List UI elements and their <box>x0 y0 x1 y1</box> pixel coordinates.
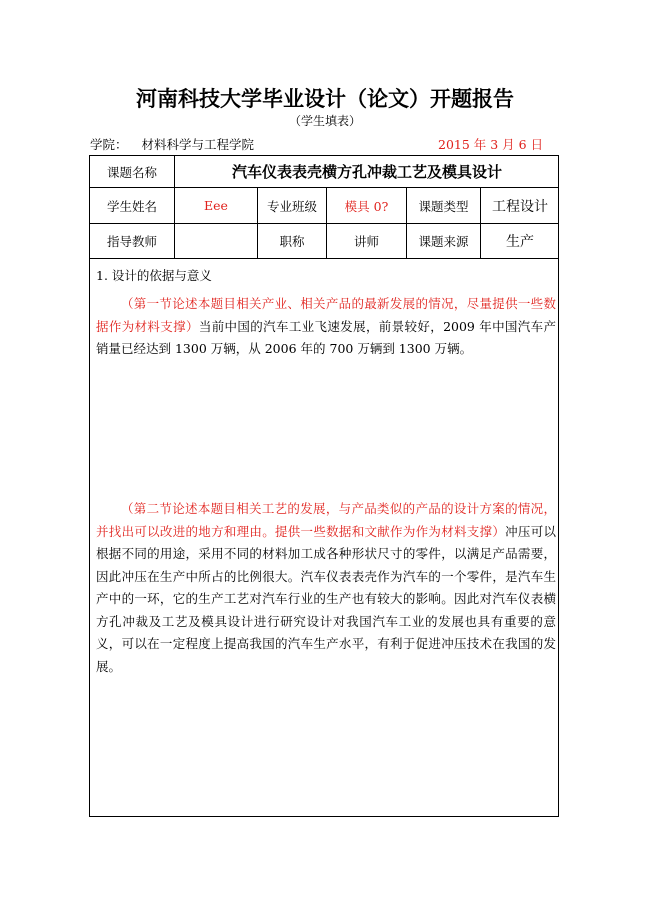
type-value: 工程设计 <box>492 198 548 215</box>
source-value: 生产 <box>506 234 534 250</box>
type-label: 课题类型 <box>418 198 469 214</box>
report-date: 2015 年 3 月 6 日 <box>438 137 544 152</box>
source-label: 课题来源 <box>418 234 469 249</box>
class-value: 模具 0? <box>344 198 389 214</box>
paragraph-1-text: 当前中国的汽车工业飞速发展，前景较好，2009 年中国汽车产销量已经达到 1300 万辆，从 2006 年的 700 万辆到 1300 万辆。 <box>96 318 556 356</box>
college-label: 学院： <box>90 137 128 152</box>
row-divider <box>90 258 558 259</box>
report-subtitle: （学生填表） <box>288 114 361 128</box>
college-value: 材料科学与工程学院 <box>141 137 255 152</box>
student-value: Eee <box>204 198 228 213</box>
college-line <box>90 135 254 153</box>
paragraph-2-text: 冲压可以根据不同的用途，采用不同的材料加工成各种形状尺寸的零件，以满足产品需要，因此冲压在生产中所占的比例很大。汽车仪表表壳作为汽车的一个零件，是汽车生产中的一环，它的生产工艺对汽车行业的生产也有较大的影响。因此对汽车仪表横方孔冲裁及工艺及模具设计进行研究设计对我国汽车工业的发展也具有重要的意义，可以在一定程度上提高我国的汽车生产水平，有利于促进冲压技术在我国的发展。 <box>96 523 556 674</box>
paragraph-1-instruction: （第一节论述本题目相关产业、相关产品的最新发展的情况，尽量提供一些数据作为材料支撑） <box>96 296 556 334</box>
student-label: 学生姓名 <box>106 198 157 214</box>
class-label: 专业班级 <box>266 198 317 214</box>
title-label: 职称 <box>279 234 305 249</box>
advisor-label: 指导教师 <box>106 234 157 249</box>
paragraph-1 <box>96 293 556 361</box>
title-value: 讲师 <box>353 234 379 249</box>
topic-value: 汽车仪表表壳横方孔冲裁工艺及模具设计 <box>231 163 502 181</box>
proposal-form-table <box>89 155 559 817</box>
paragraph-2 <box>96 498 556 678</box>
advisor-value <box>175 224 257 258</box>
report-title: 河南科技大学毕业设计（论文）开题报告 <box>136 87 514 111</box>
section-heading: 1. 设计的依据与意义 <box>96 268 212 283</box>
paragraph-2-instruction: （第二节论述本题目相关工艺的发展，与产品类似的产品的设计方案的情况，并找出可以改进的地方和理由。提供一些数据和文献作为作为材料支撑） <box>96 501 556 539</box>
topic-label: 课题名称 <box>106 164 157 180</box>
